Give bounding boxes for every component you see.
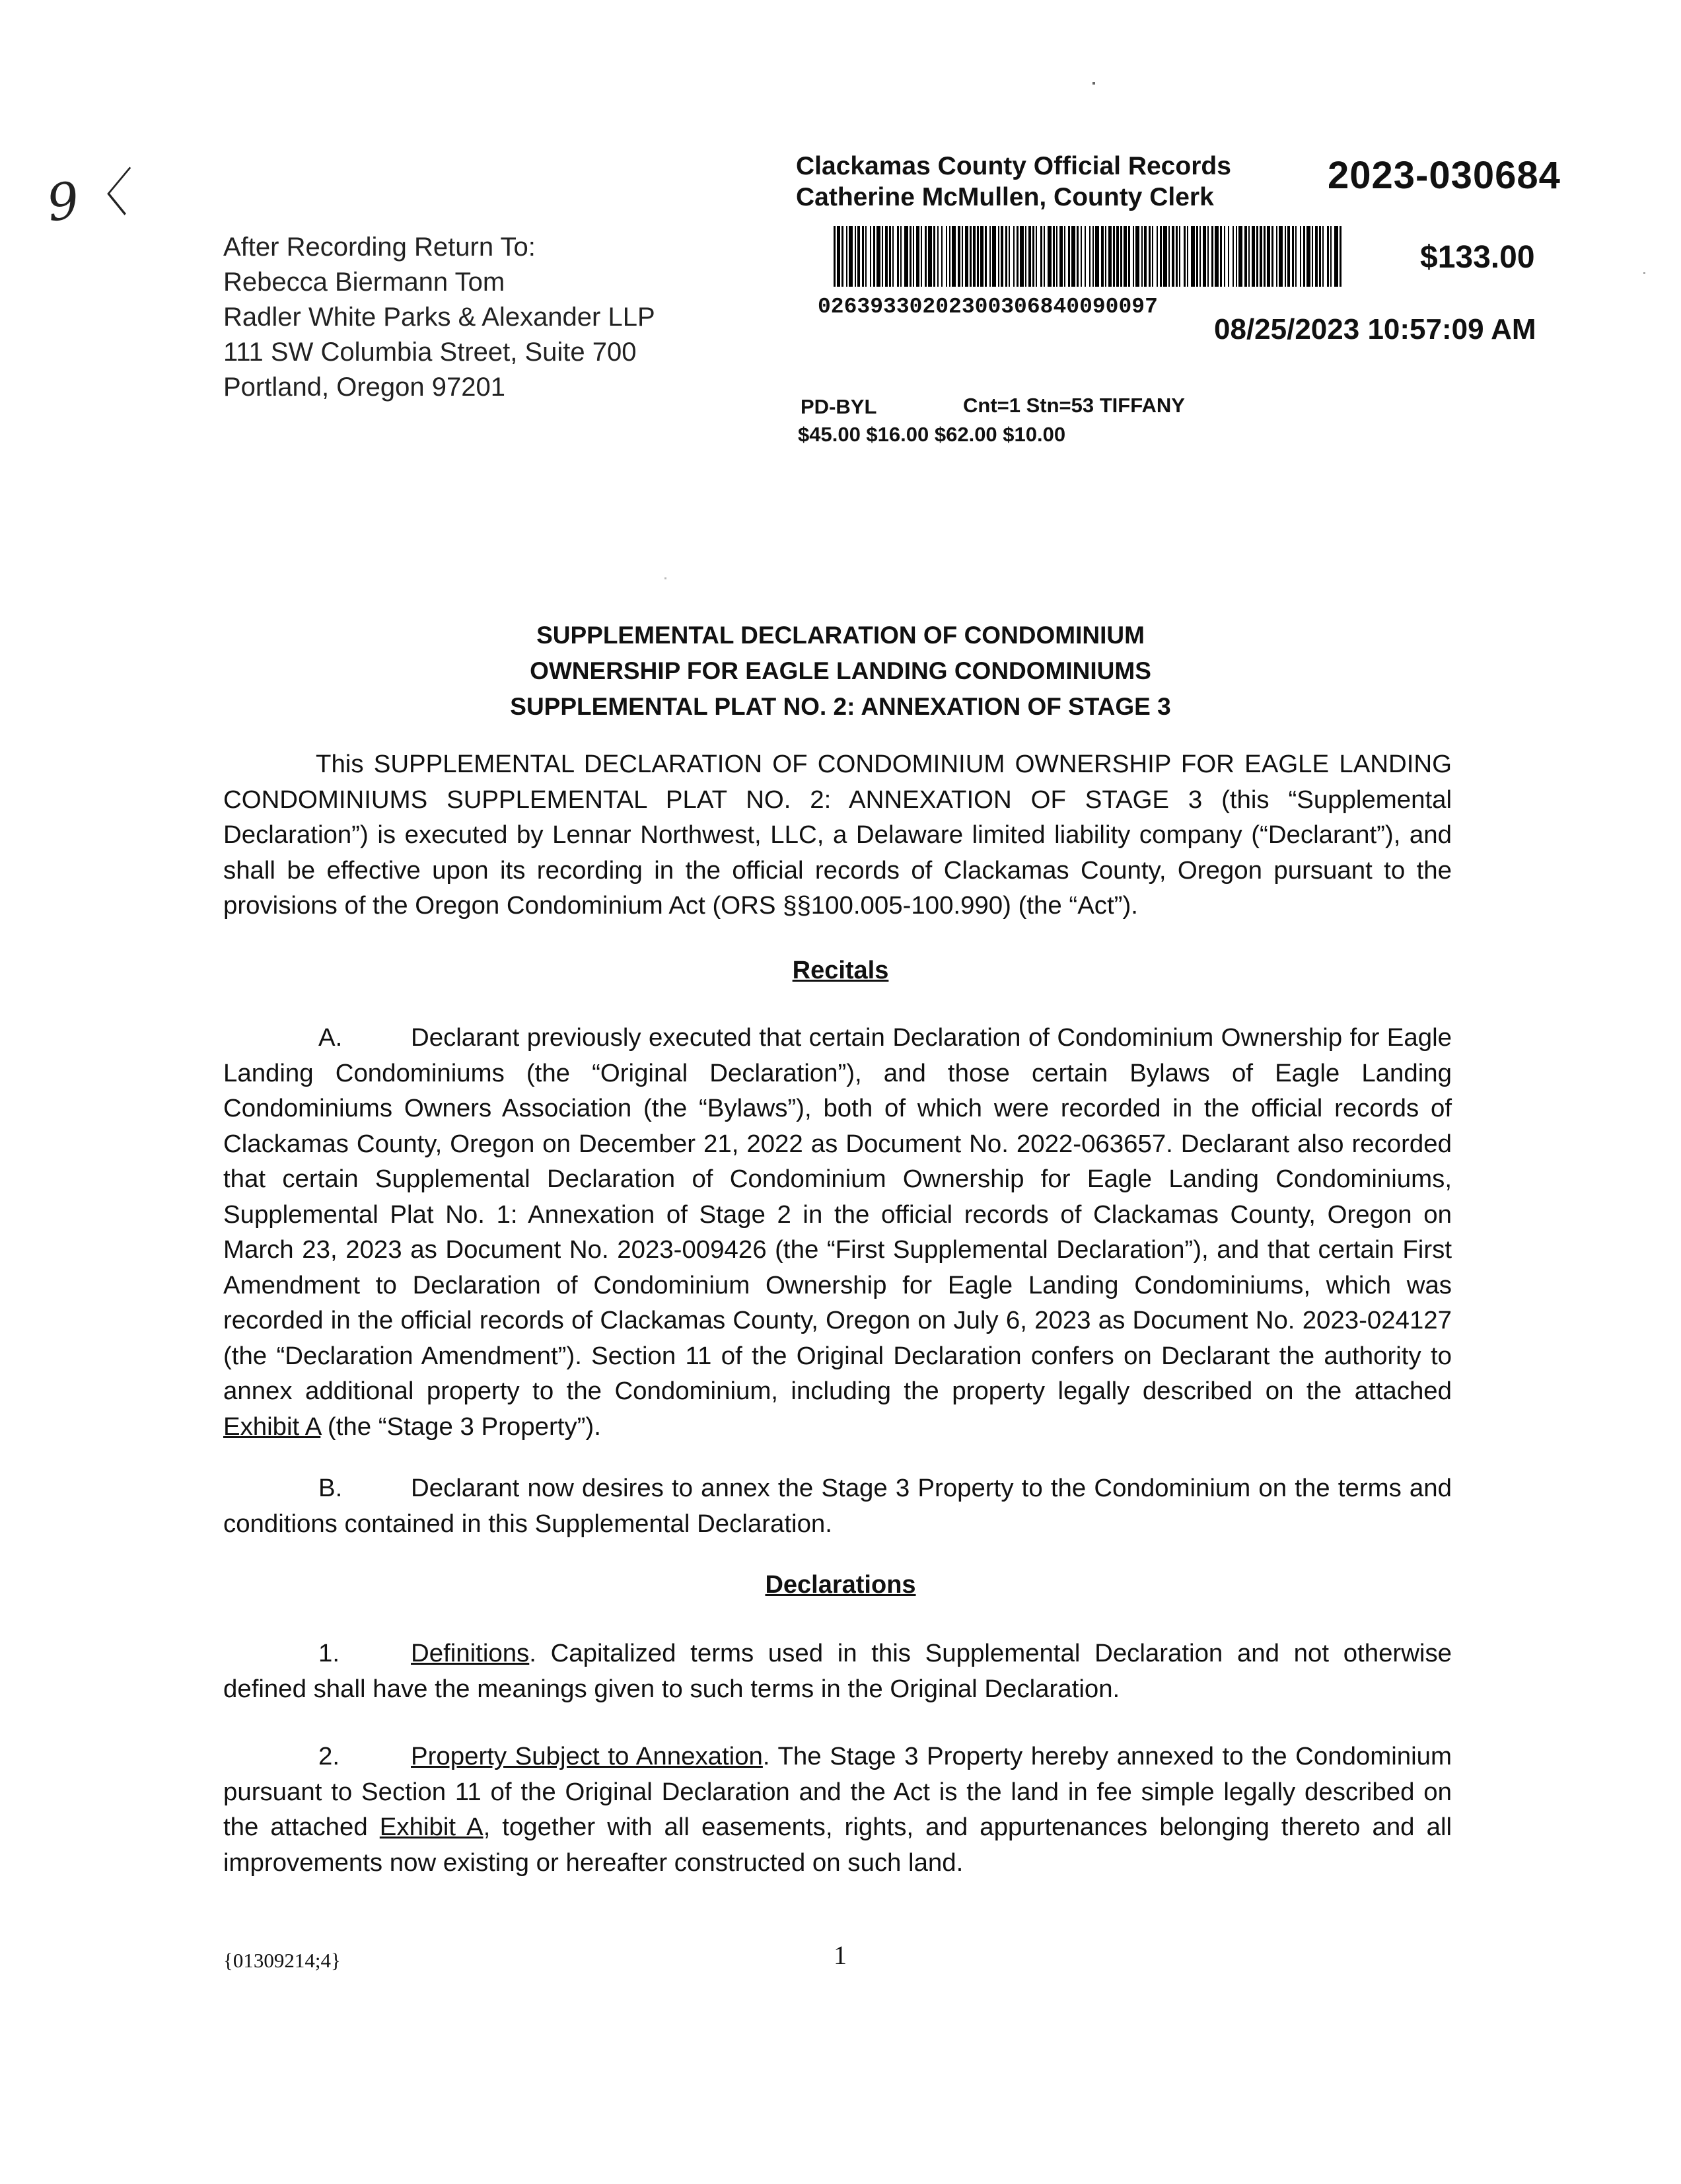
recording-office-line1: Clackamas County Official Records (796, 152, 1231, 180)
recital-a-label: A. (318, 1023, 343, 1052)
barcode-bar (1032, 226, 1034, 287)
recital-a-text-end: (the “Stage 3 Property”). (320, 1412, 601, 1441)
barcode-bar (1116, 226, 1119, 287)
barcode-bar (1300, 226, 1301, 287)
barcode-bar (837, 226, 840, 287)
barcode-bar (1334, 226, 1338, 287)
item-2-text: . The Stage 3 Property hereby annexed to the Condominium pursuant to Section 11 of the Original Declaration and the Act is the land in fee simple legally described on the attached (223, 1742, 1452, 1841)
barcode-bar (1187, 226, 1188, 287)
barcode-bar (1017, 226, 1019, 287)
barcode-bar (1105, 226, 1106, 287)
barcode-bar (1252, 226, 1255, 287)
barcode-bar (841, 226, 843, 287)
barcode-bar (834, 226, 836, 287)
barcode-bar (1120, 226, 1122, 287)
barcode-bar (985, 226, 987, 287)
barcode-bar (1089, 226, 1091, 287)
recital-b-label: B. (318, 1474, 343, 1502)
return-city: Portland, Oregon 97201 (223, 373, 505, 402)
barcode-bar (937, 226, 939, 287)
recording-office-line2: Catherine McMullen, County Clerk (796, 183, 1214, 211)
barcode-bar (1056, 226, 1057, 287)
item-2-text-end: , together with all easements, rights, and appurtenances belonging thereto and all improvements now existing or hereafter constructed on such land. (223, 1813, 1452, 1877)
return-street: 111 SW Columbia Street, Suite 700 (223, 338, 637, 367)
barcode-bar (1044, 226, 1045, 287)
recording-timestamp: 08/25/2023 10:57:09 AM (1214, 313, 1536, 346)
barcode-number: 02639330202300306840090097 (818, 295, 1158, 319)
barcode-bar (958, 226, 960, 287)
barcode-bar (1238, 226, 1242, 287)
handwritten-note: 9〈 (43, 164, 127, 233)
barcode-bar (1172, 226, 1174, 287)
barcode-bar (1191, 226, 1195, 287)
barcode-bar (1327, 226, 1329, 287)
barcode-bar (1141, 226, 1143, 287)
barcode-bar (1152, 226, 1153, 287)
barcode-bar (973, 226, 976, 287)
barcode-bar (1048, 226, 1052, 287)
barcode-bar (1005, 226, 1007, 287)
barcode-bar (876, 226, 880, 287)
intro-paragraph (223, 746, 1452, 924)
barcode-bar (873, 226, 875, 287)
return-firm: Radler White Parks & Alexander LLP (223, 303, 655, 332)
barcode-bar (1260, 226, 1262, 287)
barcode-bar (1224, 226, 1225, 287)
barcode-bar (1124, 226, 1127, 287)
document-title (0, 618, 1681, 725)
declaration-item-1 (223, 1636, 1452, 1706)
barcode-bar (989, 226, 991, 287)
declaration-item-2 (223, 1739, 1452, 1880)
barcode-bar (1196, 226, 1198, 287)
barcode-bar (913, 226, 914, 287)
barcode-bar (1009, 226, 1010, 287)
barcode-bar (1256, 226, 1258, 287)
barcode-bar (977, 226, 979, 287)
barcode-bar (1095, 226, 1099, 287)
barcode-bar (941, 226, 943, 287)
barcode-bar (998, 226, 999, 287)
barcode-bar (1108, 226, 1112, 287)
barcode-bar (1248, 226, 1250, 287)
barcode-bar (928, 226, 932, 287)
barcode-bar (962, 226, 963, 287)
barcode-bar (1267, 226, 1270, 287)
barcode-bar (1215, 226, 1219, 287)
barcode-bar (1160, 226, 1162, 287)
barcode-bar (1322, 226, 1324, 287)
barcode-bar (862, 226, 864, 287)
barcode-bar (1199, 226, 1201, 287)
intro-text: This SUPPLEMENTAL DECLARATION OF CONDOMINIUM OWNERSHIP FOR EAGLE LANDING CONDOMINIUMS SUPPLEMENTAL PLAT NO. 2: ANNEXATION OF STAGE 3 (this “Supplemental Declaration”) is executed by Lennar Northwest, LLC, a Delaware limited liability company (“Declarant”), and shall be effective upon its recording in the official records of Clackamas County, Oregon pursuant to the provisions of the Oregon Condominium Act (ORS §§100.005-100.990) (the “Act”). (223, 750, 1452, 920)
barcode-bar (1133, 226, 1134, 287)
barcode-bar (1040, 226, 1042, 287)
barcode-bar (1228, 226, 1229, 287)
recital-b-text: Declarant now desires to annex the Stage 3 Property to the Condominium on the terms and conditions contained in this Supplemental Declaration. (223, 1474, 1452, 1538)
exhibit-a-link: Exhibit A (223, 1412, 321, 1441)
barcode-bar (1292, 226, 1294, 287)
barcode-bar (1168, 226, 1170, 287)
barcode-bar (921, 226, 922, 287)
barcode-bar (1064, 226, 1065, 287)
scan-speck (664, 577, 666, 579)
barcode-bar (1113, 226, 1115, 287)
item-2-title: Property Subject to Annexation (411, 1742, 763, 1770)
barcode-bar (1144, 226, 1147, 287)
barcode-bar (1176, 226, 1178, 287)
barcode-bar (1279, 226, 1283, 287)
declarations-heading: Declarations (765, 1571, 916, 1599)
barcode-bar (1001, 226, 1003, 287)
barcode-bar (900, 226, 902, 287)
barcode-bar (1264, 226, 1266, 287)
recording-document-number: 2023-030684 (1328, 154, 1561, 197)
return-label: After Recording Return To: (223, 233, 536, 262)
barcode-bar (892, 226, 894, 287)
barcode-bar (1207, 226, 1209, 287)
barcode-bar (1306, 226, 1310, 287)
barcode-bar (1071, 226, 1075, 287)
barcode-bar (849, 226, 853, 287)
recitals-heading: Recitals (792, 957, 889, 984)
barcode-bar (1157, 226, 1158, 287)
barcode-bar (1330, 226, 1332, 287)
barcode-bar (1220, 226, 1222, 287)
barcode-bar (1092, 226, 1094, 287)
barcode-bar (857, 226, 860, 287)
barcode-bar (1315, 226, 1318, 287)
recital-a (223, 1020, 1452, 1444)
barcode-bar (1149, 226, 1151, 287)
barcode-bar (865, 226, 867, 287)
barcode-bar (1203, 226, 1206, 287)
title-line: SUPPLEMENTAL DECLARATION OF CONDOMINIUM (536, 622, 1145, 649)
barcode-bar (1285, 226, 1286, 287)
recital-b (223, 1471, 1452, 1541)
barcode-bar (1295, 226, 1297, 287)
barcode-bar (1340, 226, 1341, 287)
barcode-bar (1184, 226, 1186, 287)
barcode-bar (1244, 226, 1247, 287)
barcode-bar (910, 226, 912, 287)
item-1-number: 1. (318, 1639, 340, 1667)
barcode-bar (1287, 226, 1290, 287)
barcode-bar (1319, 226, 1321, 287)
barcode-bar (855, 226, 856, 287)
barcode-bar (1025, 226, 1026, 287)
return-name: Rebecca Biermann Tom (223, 268, 505, 297)
item-1-text: . Capitalized terms used in this Supplemental Declaration and not otherwise defined shall have the meanings given to such terms in the Original Declaration. (223, 1639, 1452, 1703)
barcode-bar (992, 226, 996, 287)
title-line: SUPPLEMENTAL PLAT NO. 2: ANNEXATION OF STAGE 3 (510, 693, 1171, 720)
scan-speck (1643, 272, 1645, 274)
barcode-bar (1020, 226, 1024, 287)
barcode-bar (946, 226, 947, 287)
barcode-bar (1236, 226, 1237, 287)
scan-speck (1092, 82, 1095, 85)
barcode-bar (980, 226, 984, 287)
item-1-title: Definitions (411, 1639, 530, 1667)
barcode-bar (1211, 226, 1213, 287)
barcode-bar (1036, 226, 1037, 287)
recording-amount: $133.00 (1420, 240, 1535, 275)
barcode-bar (897, 226, 899, 287)
barcode-bar (949, 226, 950, 287)
barcode-image (834, 226, 1342, 287)
barcode-bar (882, 226, 883, 287)
barcode-bar (1068, 226, 1070, 287)
recording-office (796, 151, 1231, 213)
barcode-bar (1276, 226, 1277, 287)
barcode-bar (1312, 226, 1313, 287)
page-number: 1 (834, 1940, 847, 1970)
barcode-bar (1013, 226, 1015, 287)
barcode-bar (889, 226, 891, 287)
barcode-bar (1135, 226, 1139, 287)
barcode-bar (916, 226, 919, 287)
barcode-bar (952, 226, 956, 287)
barcode-bar (846, 226, 847, 287)
barcode-bar (1179, 226, 1180, 287)
title-line: OWNERSHIP FOR EAGLE LANDING CONDOMINIUMS (530, 657, 1151, 684)
recording-fees: $45.00 $16.00 $62.00 $10.00 (798, 423, 1066, 446)
barcode-bar (1085, 226, 1086, 287)
barcode-bar (933, 226, 935, 287)
barcode-bar (1303, 226, 1305, 287)
barcode-bar (925, 226, 927, 287)
barcode-bar (1028, 226, 1031, 287)
barcode-bar (904, 226, 908, 287)
barcode-bar (1053, 226, 1055, 287)
barcode-bar (1059, 226, 1063, 287)
barcode-bar (1128, 226, 1130, 287)
barcode-bar (965, 226, 968, 287)
recording-code: PD-BYL (801, 395, 877, 418)
barcode-bar (1081, 226, 1082, 287)
exhibit-a-link: Exhibit A (379, 1813, 483, 1841)
barcode-bar (1233, 226, 1234, 287)
barcode-bar (1271, 226, 1273, 287)
footer-document-id: {01309214;4} (223, 1949, 341, 1972)
barcode-bar (885, 226, 888, 287)
recording-count-station: Cnt=1 Stn=53 TIFFANY (963, 394, 1185, 417)
barcode-bar (870, 226, 871, 287)
return-address-block (223, 230, 655, 405)
barcode-bar (1163, 226, 1167, 287)
item-2-number: 2. (318, 1742, 340, 1770)
barcode-bar (1077, 226, 1079, 287)
recital-a-text: Declarant previously executed that certain Declaration of Condominium Ownership for Eagle Landing Condominiums (the “Original Declaration”), and those certain Bylaws of Eagle Landing Condominiums Owners Association (the “Bylaws”), both of which were recorded in the official records of Clackamas County, Oregon on December 21, 2022 as Document No. 2022-063657. Declarant also recorded that certain Supplemental Declaration of Condominium Ownership for Eagle Landing Condominiums, Supplemental Plat No. 1: Annexation of Stage 2 in the official records of Clackamas County, Oregon on March 23, 2023 as Document No. 2023-009426 (the “First Supplemental Declaration”), and that certain First Amendment to Declaration of Condominium Ownership for Eagle Landing Condominiums, which was recorded in the official records of Clackamas County, Oregon on July 6, 2023 as Document No. 2023-024127 (the “Declaration Amendment”). Section 11 of the Original Declaration confers on Declarant the authority to annex additional property to the Condominium, including the property legally described on the attached (223, 1023, 1452, 1405)
barcode-bar (1101, 226, 1104, 287)
barcode-bar (970, 226, 972, 287)
